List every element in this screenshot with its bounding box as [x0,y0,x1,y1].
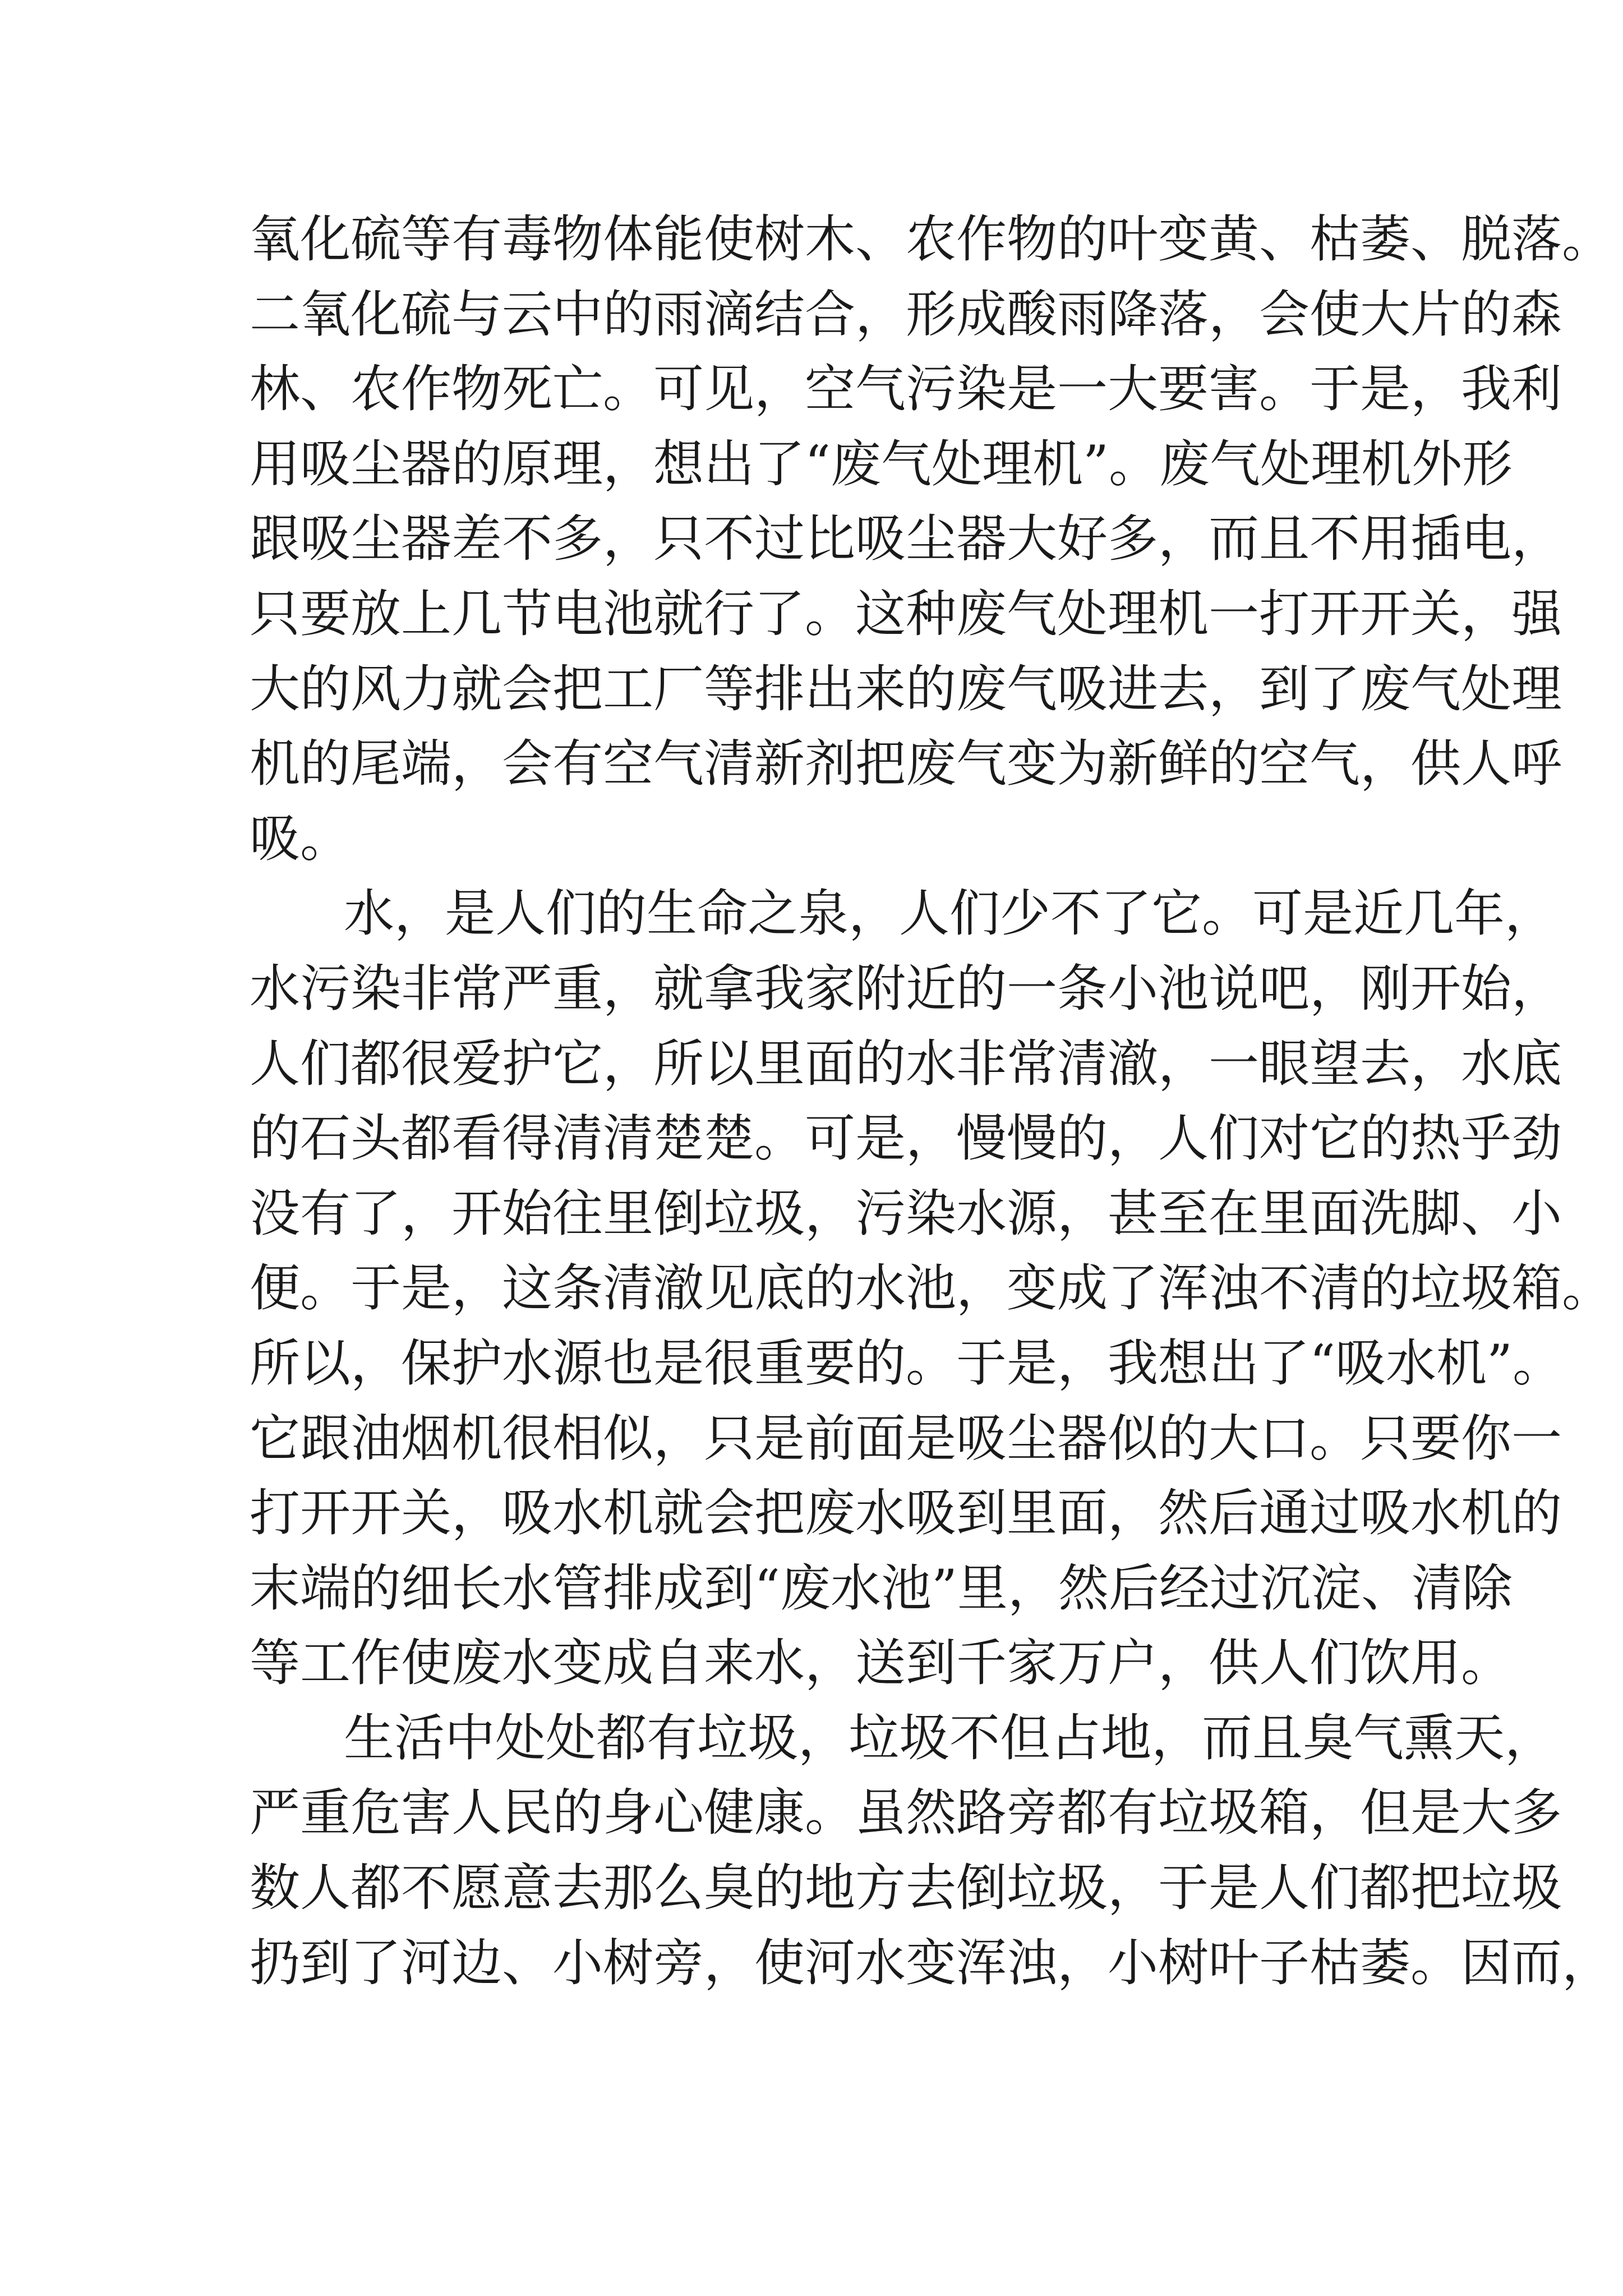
text-line: 二氧化硫与云中的雨滴结合，形成酸雨降落，会使大片的森 [250,284,1562,344]
text-line: 便。于是，这条清澈见底的水池，变成了浑浊不清的垃圾箱。 [250,1259,1612,1318]
paragraph-first-line: 水，是人们的生命之泉，人们少不了它。可是近几年， [344,884,1555,944]
text-line: 没有了，开始往里倒垃圾，污染水源，甚至在里面洗脚、小 [250,1184,1562,1243]
text-line: 它跟油烟机很相似，只是前面是吸尘器似的大口。只要你一 [250,1409,1562,1468]
text-line: 只要放上几节电池就行了。这种废气处理机一打开开关，强 [250,584,1562,643]
text-line: 所以，保护水源也是很重要的。于是，我想出了“吸水机”。 [250,1333,1564,1393]
text-line: 用吸尘器的原理，想出了“废气处理机”。废气处理机外形 [250,434,1513,494]
text-line: 人们都很爱护它，所以里面的水非常清澈，一眼望去，水底 [250,1034,1562,1093]
text-line: 严重危害人民的身心健康。虽然路旁都有垃圾箱，但是大多 [250,1783,1562,1843]
text-line: 末端的细长水管排成到“废水池”里，然后经过沉淀、清除 [250,1558,1513,1618]
text-line: 的石头都看得清清楚楚。可是，慢慢的，人们对它的热乎劲 [250,1109,1562,1168]
text-line: 水污染非常严重，就拿我家附近的一条小池说吧，刚开始， [250,959,1562,1018]
text-line: 大的风力就会把工厂等排出来的废气吸进去，到了废气处理 [250,659,1562,719]
text-line: 吸。 [250,809,351,868]
text-line: 数人都不愿意去那么臭的地方去倒垃圾，于是人们都把垃圾 [250,1858,1562,1918]
text-line: 林、农作物死亡。可见，空气污染是一大要害。于是，我利 [250,360,1562,419]
text-line: 跟吸尘器差不多，只不过比吸尘器大好多，而且不用插电， [250,509,1562,569]
text-line: 机的尾端，会有空气清新剂把废气变为新鲜的空气，供人呼 [250,734,1562,794]
body-text [250,202,1612,2000]
text-line: 扔到了河边、小树旁，使河水变浑浊，小树叶子枯萎。因而， [250,1933,1612,1993]
paragraph-first-line: 生活中处处都有垃圾，垃圾不但占地，而且臭气熏天， [344,1708,1555,1768]
text-line: 等工作使废水变成自来水，送到千家万户，供人们饮用。 [250,1634,1511,1693]
text-line: 打开开关，吸水机就会把废水吸到里面，然后通过吸水机的 [250,1484,1562,1543]
text-line: 氧化硫等有毒物体能使树木、农作物的叶变黄、枯萎、脱落。 [250,210,1612,269]
